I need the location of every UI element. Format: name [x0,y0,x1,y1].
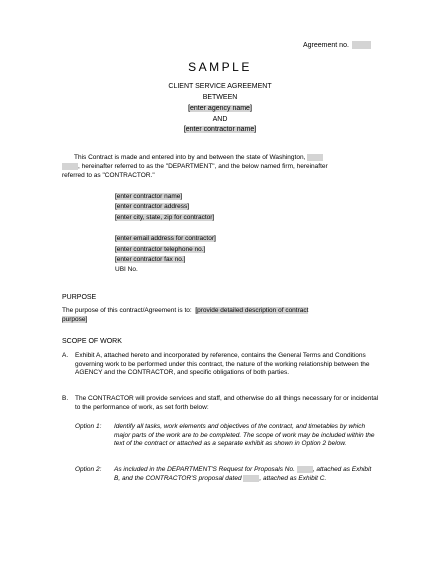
intro-line-2: , hereinafter referred to as the "DEPARTMENT", and the below named firm, hereinafter [78,163,328,171]
purpose-text: The purpose of this contract/Agreement is to: [62,307,192,314]
option-2-text-a: As included in the DEPARTMENT'S Request for Proposals No. [114,466,295,474]
rfp-number-field[interactable] [297,466,313,473]
option-2-text-b: attached as Exhibit B, and the CONTRACTOR'S proposal dated [114,466,372,483]
contractor-address-field[interactable]: [enter contractor address] [115,203,190,211]
ubi-number-label: UBI No. [115,266,138,274]
agreement-number [303,41,371,50]
agreement-heading [0,82,440,136]
proposal-date-field[interactable] [243,475,259,482]
state-field[interactable] [307,154,323,161]
scope-item-a [62,352,380,378]
purpose-heading: PURPOSE [62,294,97,301]
contractor-name-field[interactable]: [enter contractor name] [115,193,183,200]
contractor-name-placeholder[interactable]: [enter contractor name] [183,126,257,134]
option-2 [75,466,375,484]
option-1-text: Identify all tasks, work elements and objectives of the contract, and timetables by which major parts of the work are to be completed. The scope of work may be included within the text of the contract or attached as a separate exhibit as shown in Option 2 below. [114,423,375,448]
contractor-telephone-field[interactable]: [enter contractor telephone no.] [115,245,206,253]
document-title: SAMPLE [188,60,252,74]
agency-name-placeholder[interactable]: [enter agency name] [188,104,252,112]
purpose-placeholder-line-1[interactable]: [provide detailed description of contract [195,307,309,314]
option-2-label: Option 2: [75,466,102,473]
contractor-fax-field[interactable]: [enter contractor fax no.] [115,255,186,263]
option-2-body: As included in the DEPARTMENT'S Request for Proposals No. , attached as Exhibit B, and the CONTRACTOR'S proposal dated , attached as Exhibit C. [114,466,372,483]
agreement-number-label: Agreement no. [303,42,349,49]
intro-line-1: This Contract is made and entered into by and between the state of Washington, [74,154,306,162]
heading-between: BETWEEN [202,93,238,101]
intro-line-3: referred to as "CONTRACTOR." [62,171,155,179]
contractor-email-field[interactable]: [enter email address for contractor] [115,235,216,243]
agreement-number-field[interactable] [352,41,371,49]
scope-item-a-text: Exhibit A, attached hereto and incorporated by reference, contains the General Terms and Conditions governing work to be performed under this contract, the nature of the working relationship between the AGENCY and the CONTRACTOR, and specific obligations of both parties. [75,352,370,377]
heading-client-service: CLIENT SERVICE AGREEMENT [168,83,272,90]
contractor-info-block [115,192,216,276]
purpose-paragraph [62,307,380,324]
scope-item-a-marker: A. [62,352,69,359]
department-field[interactable] [62,163,78,170]
scope-item-b-text: The CONTRACTOR will provide services and staff, and otherwise do all things necessary for or incidental to the performance of work, as set forth below: [75,395,379,411]
contractor-city-field[interactable]: [enter city, state, zip for contractor] [115,213,215,221]
scope-item-b-marker: B. [62,395,69,402]
heading-and: AND [212,115,228,123]
option-1-label: Option 1: [75,423,102,430]
scope-item-b [62,395,380,412]
purpose-placeholder-line-2[interactable]: purpose] [62,315,88,323]
option-2-text-c: attached as Exhibit C. [263,475,327,483]
intro-paragraph [62,154,382,180]
scope-heading: SCOPE OF WORK [62,338,122,345]
option-1 [75,423,375,449]
